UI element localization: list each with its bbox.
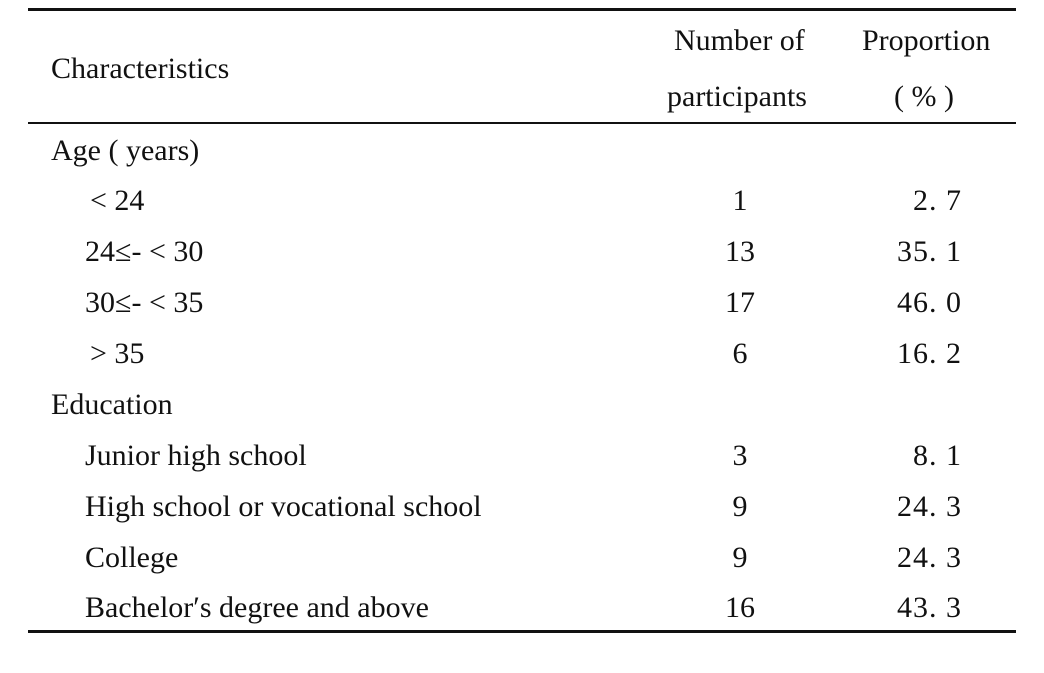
row-proportion: 24. 3 (897, 541, 962, 574)
row-label: 30≤- < 35 (85, 286, 204, 319)
row-label: > 35 (90, 337, 145, 370)
row-number: 13 (725, 235, 755, 268)
header-number-line1: Number of (674, 24, 805, 57)
row-proportion: 43. 3 (897, 591, 962, 624)
table-row (28, 329, 1016, 379)
row-number: 9 (732, 490, 748, 523)
table-row (28, 176, 1016, 226)
row-label: College (85, 541, 179, 574)
row-proportion: 16. 2 (897, 337, 962, 370)
table-row (28, 227, 1016, 277)
row-number: 9 (732, 541, 748, 574)
row-proportion: 46. 0 (897, 286, 962, 319)
row-label: High school or vocational school (85, 490, 482, 523)
group-row-education (28, 380, 1016, 430)
table-row (28, 482, 1016, 532)
row-number: 16 (725, 591, 755, 624)
header-number-line2: participants (667, 80, 807, 113)
table-row (28, 431, 1016, 481)
group-title: Education (51, 388, 173, 421)
row-label: < 24 (90, 184, 145, 217)
header-proportion-line2: ( % ) (894, 80, 954, 113)
row-proportion: 2. 7 (913, 184, 962, 217)
table-row (28, 533, 1016, 583)
table-row (28, 278, 1016, 328)
table-header-rule (28, 122, 1016, 124)
row-proportion: 24. 3 (897, 490, 962, 523)
group-title: Age ( years) (51, 134, 200, 167)
row-label: Bachelor′s degree and above (85, 591, 429, 624)
row-number: 1 (732, 184, 748, 217)
row-number: 3 (732, 439, 748, 472)
group-row-age (28, 126, 1016, 176)
row-proportion: 8. 1 (913, 439, 962, 472)
table-row (28, 583, 1016, 633)
header-proportion-line1: Proportion (862, 24, 991, 57)
header-characteristics: Characteristics (51, 52, 230, 85)
table-top-rule (28, 8, 1016, 11)
row-number: 17 (725, 286, 755, 319)
row-label: 24≤- < 30 (85, 235, 204, 268)
row-proportion: 35. 1 (897, 235, 962, 268)
row-label: Junior high school (85, 439, 307, 472)
table-bottom-rule (28, 630, 1016, 633)
row-number: 6 (732, 337, 748, 370)
